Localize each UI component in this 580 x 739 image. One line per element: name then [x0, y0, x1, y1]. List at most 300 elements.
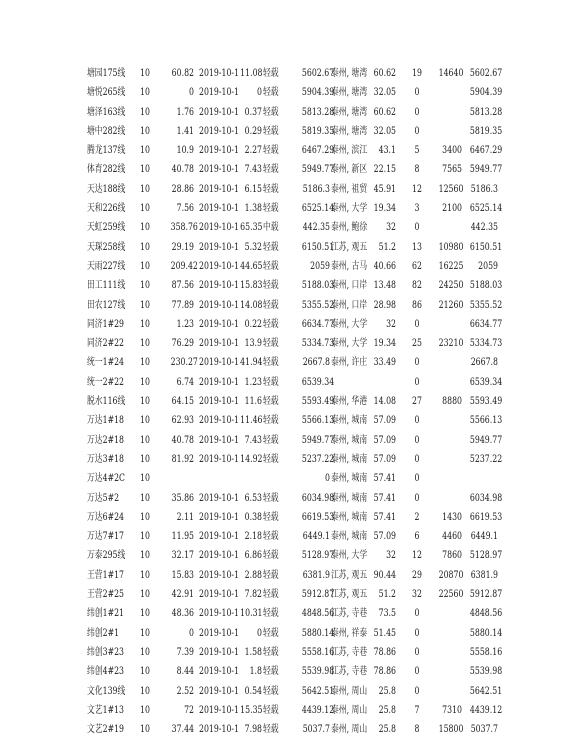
load-rate-cell: 41.94 — [240, 357, 263, 369]
load-rate-cell: 7.43 — [244, 164, 262, 176]
load-rate-cell: 0.37 — [244, 106, 262, 118]
table-row — [0, 527, 580, 546]
voltage-cell: 10 — [140, 376, 150, 388]
count-cell: 0 — [414, 666, 420, 678]
length-cell: 43.1 — [378, 145, 396, 157]
length-cell: 73.5 — [378, 608, 396, 620]
current-cell: 76.29 — [171, 338, 194, 350]
capacity-cell: 5912.87 — [301, 589, 335, 601]
current-cell: 1.76 — [176, 106, 194, 118]
count-cell: 8 — [414, 164, 420, 176]
table-row — [0, 489, 580, 508]
voltage-cell: 10 — [140, 87, 150, 99]
voltage-cell: 10 — [140, 589, 150, 601]
location-cell: 泰州, 祖贸 — [331, 183, 368, 195]
current-cell: 358.76 — [170, 222, 198, 234]
date-cell: 2019-10-1 — [199, 627, 240, 639]
current-cell: 0 — [189, 627, 194, 639]
location-cell: 泰州, 塘湾 — [331, 106, 368, 118]
load-status-cell: 轻载 — [263, 724, 279, 736]
line-name-cell: 田工111线 — [87, 280, 126, 292]
length-cell: 57.41 — [373, 511, 396, 523]
capacity-cell: 6449.1 — [302, 531, 330, 543]
location-cell: 泰州, 新区 — [331, 164, 368, 176]
count-cell: 8 — [414, 724, 420, 736]
table-row — [0, 450, 580, 469]
total-cell: 5566.13 — [469, 415, 503, 427]
date-cell: 2019-10-1 — [199, 589, 240, 601]
load-status-cell: 轻载 — [263, 415, 279, 427]
length-cell: 32 — [386, 550, 396, 562]
user-capacity-cell: 8880 — [442, 396, 462, 408]
user-capacity-cell: 20870 — [438, 569, 464, 581]
load-rate-cell: 13.9 — [244, 338, 262, 350]
total-cell: 6619.53 — [469, 511, 503, 523]
total-cell: 6467.29 — [469, 145, 503, 157]
length-cell: 13.48 — [373, 280, 396, 292]
table-row — [0, 373, 580, 392]
count-cell: 12 — [412, 183, 422, 195]
line-name-cell: 万达1#18 — [87, 415, 125, 427]
load-rate-cell: 0.22 — [244, 318, 262, 330]
count-cell: 0 — [414, 222, 420, 234]
voltage-cell: 10 — [140, 145, 150, 157]
line-name-cell: 天达188线 — [87, 183, 126, 195]
length-cell: 57.09 — [373, 434, 396, 446]
capacity-cell: 2059 — [310, 260, 330, 272]
current-cell: 40.78 — [171, 434, 194, 446]
count-cell: 0 — [414, 492, 420, 504]
load-status-cell: 轻载 — [263, 145, 279, 157]
length-cell: 14.08 — [373, 396, 396, 408]
line-name-cell: 纬创4#23 — [87, 666, 125, 678]
table-row — [0, 701, 580, 720]
date-cell: 2019-10-1 — [199, 492, 240, 504]
location-cell: 泰州, 周山 — [331, 724, 368, 736]
load-rate-cell: 65.35 — [240, 222, 263, 234]
table-row — [0, 103, 580, 122]
current-cell: 40.78 — [171, 164, 194, 176]
line-name-cell: 万达6#24 — [87, 511, 125, 523]
date-cell: 2019-10-1 — [199, 318, 240, 330]
count-cell: 0 — [414, 608, 420, 620]
count-cell: 3 — [414, 203, 420, 215]
line-name-cell: 统一2#22 — [87, 376, 125, 388]
date-cell: 2019-10-1 — [199, 125, 240, 137]
user-capacity-cell: 14640 — [438, 68, 464, 79]
load-status-cell: 轻载 — [263, 376, 279, 388]
total-cell: 2667.8 — [470, 357, 498, 369]
location-cell: 泰州, 大学 — [331, 550, 368, 562]
count-cell: 0 — [414, 87, 420, 99]
voltage-cell: 10 — [140, 260, 150, 272]
length-cell: 57.09 — [373, 415, 396, 427]
table-row — [0, 276, 580, 295]
user-capacity-cell: 24250 — [438, 280, 464, 292]
location-cell: 泰州, 塘湾 — [331, 125, 368, 137]
date-cell: 2019-10-1 — [199, 415, 240, 427]
date-cell: 2019-10-1 — [199, 685, 240, 697]
table-row — [0, 296, 580, 315]
voltage-cell: 10 — [140, 434, 150, 446]
location-cell: 泰州, 周山 — [331, 685, 368, 697]
count-cell: 0 — [414, 453, 420, 465]
total-cell: 4439.12 — [469, 704, 503, 716]
location-cell: 泰州, 古马 — [331, 260, 368, 272]
total-cell: 6539.34 — [469, 376, 503, 388]
voltage-cell: 10 — [140, 685, 150, 697]
user-capacity-cell: 7310 — [442, 704, 462, 716]
table-row — [0, 624, 580, 643]
count-cell: 13 — [412, 241, 422, 253]
voltage-cell: 10 — [140, 666, 150, 678]
count-cell: 0 — [414, 106, 420, 118]
count-cell: 29 — [412, 569, 422, 581]
table-row — [0, 334, 580, 353]
capacity-cell: 5949.77 — [301, 164, 335, 176]
total-cell: 6525.14 — [469, 203, 503, 215]
date-cell: 2019-10-1 — [199, 531, 240, 543]
load-rate-cell: 11.08 — [240, 68, 263, 79]
current-cell: 7.39 — [176, 646, 194, 658]
table-row — [0, 315, 580, 334]
capacity-cell: 5819.35 — [301, 125, 335, 137]
voltage-cell: 10 — [140, 473, 150, 485]
capacity-cell: 6634.77 — [301, 318, 335, 330]
total-cell: 4848.56 — [469, 608, 503, 620]
location-cell: 泰州, 城南 — [331, 492, 368, 504]
current-cell: 32.17 — [171, 550, 194, 562]
total-cell: 5188.03 — [469, 280, 503, 292]
length-cell: 57.41 — [373, 473, 396, 485]
length-cell: 32.05 — [373, 125, 396, 137]
load-rate-cell: 0.29 — [244, 125, 262, 137]
voltage-cell: 10 — [140, 125, 150, 137]
table-row — [0, 218, 580, 237]
total-cell: 5037.7 — [470, 724, 498, 736]
line-name-cell: 塘泽163线 — [87, 106, 126, 118]
total-cell: 442.35 — [470, 222, 498, 234]
current-cell: 8.44 — [176, 666, 194, 678]
count-cell: 0 — [414, 646, 420, 658]
load-rate-cell: 7.98 — [244, 724, 262, 736]
current-cell: 62.93 — [171, 415, 194, 427]
user-capacity-cell: 12560 — [438, 183, 464, 195]
date-cell: 2019-10-1 — [199, 396, 240, 408]
capacity-cell: 5037.7 — [302, 724, 330, 736]
line-name-cell: 万达3#18 — [87, 453, 125, 465]
line-name-cell: 天虹259线 — [87, 222, 126, 234]
voltage-cell: 10 — [140, 299, 150, 311]
load-status-cell: 轻载 — [263, 589, 279, 601]
load-status-cell: 轻载 — [263, 511, 279, 523]
load-status-cell: 轻载 — [263, 299, 279, 311]
voltage-cell: 10 — [140, 608, 150, 620]
length-cell: 28.98 — [373, 299, 396, 311]
length-cell: 40.66 — [373, 260, 396, 272]
current-cell: 42.91 — [171, 589, 194, 601]
load-rate-cell: 15.35 — [240, 704, 263, 716]
capacity-cell: 5949.77 — [301, 434, 335, 446]
load-rate-cell: 6.15 — [244, 183, 262, 195]
date-cell: 2019-10-1 — [199, 241, 240, 253]
location-cell: 泰州, 口岸 — [331, 280, 368, 292]
date-cell: 2019-10-1 — [199, 646, 240, 658]
current-cell: 2.52 — [176, 685, 194, 697]
date-cell: 2019-10-1 — [199, 260, 240, 272]
table-row — [0, 392, 580, 411]
capacity-cell: 5188.03 — [301, 280, 335, 292]
line-name-cell: 万达2#18 — [87, 434, 125, 446]
voltage-cell: 10 — [140, 357, 150, 369]
capacity-cell: 5813.28 — [301, 106, 335, 118]
line-name-cell: 同济2#22 — [87, 338, 125, 350]
count-cell: 2 — [414, 511, 420, 523]
load-rate-cell: 0.54 — [244, 685, 262, 697]
line-name-cell: 脱水116线 — [87, 396, 126, 408]
date-cell: 2019-10-1 — [199, 569, 240, 581]
current-cell: 6.74 — [176, 376, 194, 388]
current-cell: 72 — [184, 704, 194, 716]
load-status-cell: 轻载 — [263, 666, 279, 678]
length-cell: 60.62 — [373, 106, 396, 118]
current-cell: 230.27 — [170, 357, 198, 369]
count-cell: 5 — [414, 145, 420, 157]
line-name-cell: 纬创3#23 — [87, 646, 125, 658]
table-row — [0, 682, 580, 701]
line-name-cell: 塘园175线 — [87, 68, 126, 79]
date-cell: 2019-10-1 — [199, 704, 240, 716]
voltage-cell: 10 — [140, 338, 150, 350]
current-cell: 81.92 — [171, 453, 194, 465]
capacity-cell: 5904.39 — [301, 87, 335, 99]
total-cell: 6634.77 — [469, 318, 503, 330]
location-cell: 泰州, 许庄 — [331, 357, 368, 369]
capacity-cell: 4848.56 — [301, 608, 335, 620]
length-cell: 57.09 — [373, 453, 396, 465]
table-row — [0, 411, 580, 430]
location-cell: 泰州, 周山 — [331, 704, 368, 716]
load-rate-cell: 1.23 — [244, 376, 262, 388]
length-cell: 25.8 — [378, 685, 396, 697]
length-cell: 33.49 — [373, 357, 396, 369]
length-cell: 19.34 — [373, 338, 396, 350]
user-capacity-cell: 1430 — [442, 511, 462, 523]
count-cell: 0 — [414, 685, 420, 697]
length-cell: 78.86 — [373, 646, 396, 658]
location-cell: 泰州, 塘湾 — [331, 87, 368, 99]
count-cell: 7 — [414, 704, 420, 716]
current-cell: 87.56 — [171, 280, 194, 292]
load-rate-cell: 11.46 — [240, 415, 263, 427]
table-row — [0, 64, 580, 83]
capacity-cell: 442.35 — [302, 222, 330, 234]
total-cell: 5642.51 — [469, 685, 503, 697]
date-cell: 2019-10-1 — [199, 453, 240, 465]
length-cell: 57.41 — [373, 492, 396, 504]
count-cell: 6 — [414, 531, 420, 543]
user-capacity-cell: 15800 — [438, 724, 464, 736]
load-rate-cell: 0.38 — [244, 511, 262, 523]
load-status-cell: 轻载 — [263, 646, 279, 658]
count-cell: 86 — [412, 299, 422, 311]
date-cell: 2019-10-1 — [199, 666, 240, 678]
date-cell: 2019-10-1 — [199, 280, 240, 292]
load-rate-cell: 7.43 — [244, 434, 262, 446]
total-cell: 6449.1 — [470, 531, 498, 543]
date-cell: 2019-10-1 — [199, 164, 240, 176]
user-capacity-cell: 7565 — [442, 164, 462, 176]
capacity-cell: 5128.97 — [301, 550, 335, 562]
current-cell: 29.19 — [171, 241, 194, 253]
capacity-cell: 5186.3 — [302, 183, 330, 195]
total-cell: 5539.98 — [469, 666, 503, 678]
table-row — [0, 431, 580, 450]
load-rate-cell: 1.58 — [244, 646, 262, 658]
length-cell: 25.8 — [378, 724, 396, 736]
line-name-cell: 万达7#17 — [87, 531, 125, 543]
date-cell: 2019-10-1 — [199, 376, 240, 388]
length-cell: 32.05 — [373, 87, 396, 99]
current-cell: 48.36 — [171, 608, 194, 620]
capacity-cell: 6539.34 — [301, 376, 335, 388]
voltage-cell: 10 — [140, 569, 150, 581]
date-cell: 2019-10-1 — [199, 183, 240, 195]
capacity-cell: 5558.16 — [301, 646, 335, 658]
capacity-cell: 5566.13 — [301, 415, 335, 427]
line-name-cell: 万达5#2 — [87, 492, 120, 504]
date-cell: 2019-10-1 — [199, 608, 240, 620]
count-cell: 0 — [414, 125, 420, 137]
location-cell: 泰州, 大学 — [331, 203, 368, 215]
length-cell: 32 — [386, 318, 396, 330]
count-cell: 32 — [412, 589, 422, 601]
table-row — [0, 469, 580, 488]
location-cell: 江苏, 观五 — [331, 241, 368, 253]
location-cell: 泰州, 城南 — [331, 511, 368, 523]
date-cell: 2019-10-1 — [199, 357, 240, 369]
load-status-cell: 轻载 — [263, 608, 279, 620]
location-cell: 江苏, 寺巷 — [331, 666, 368, 678]
table-row — [0, 546, 580, 565]
voltage-cell: 10 — [140, 106, 150, 118]
length-cell: 22.15 — [373, 164, 396, 176]
load-status-cell: 轻载 — [263, 531, 279, 543]
length-cell: 45.91 — [373, 183, 396, 195]
user-capacity-cell: 7860 — [442, 550, 462, 562]
capacity-cell: 6467.29 — [301, 145, 335, 157]
current-cell: 1.41 — [176, 125, 194, 137]
total-cell: 2059 — [478, 260, 498, 272]
line-name-cell: 王营1#17 — [87, 569, 125, 581]
date-cell: 2019-10-1 — [199, 145, 240, 157]
table-row — [0, 141, 580, 160]
load-rate-cell: 10.31 — [240, 608, 263, 620]
table-row — [0, 257, 580, 276]
date-cell: 2019-10-1 — [199, 434, 240, 446]
line-name-cell: 塘中282线 — [87, 125, 126, 137]
location-cell: 泰州, 大学 — [331, 338, 368, 350]
total-cell: 5128.97 — [469, 550, 503, 562]
current-cell: 7.56 — [176, 203, 194, 215]
line-name-cell: 王营2#25 — [87, 589, 125, 601]
load-status-cell: 轻载 — [263, 164, 279, 176]
capacity-cell: 5602.67 — [301, 68, 335, 79]
current-cell: 2.11 — [176, 511, 194, 523]
load-rate-cell: 6.53 — [244, 492, 262, 504]
location-cell: 江苏, 寺巷 — [331, 646, 368, 658]
user-capacity-cell: 21260 — [438, 299, 464, 311]
current-cell: 15.83 — [171, 569, 194, 581]
table-row — [0, 238, 580, 257]
load-status-cell: 轻载 — [263, 396, 279, 408]
line-name-cell: 统一1#24 — [87, 357, 125, 369]
date-cell: 2019-10-1 — [199, 724, 240, 736]
load-status-cell: 轻载 — [263, 125, 279, 137]
date-cell: 2019-10-1 — [199, 222, 240, 234]
line-name-cell: 纬创1#21 — [87, 608, 125, 620]
voltage-cell: 10 — [140, 222, 150, 234]
table-row — [0, 180, 580, 199]
load-rate-cell: 7.82 — [244, 589, 262, 601]
length-cell: 78.86 — [373, 666, 396, 678]
date-cell: 2019-10-1 — [199, 338, 240, 350]
load-rate-cell: 1.38 — [244, 203, 262, 215]
load-status-cell: 轻载 — [263, 260, 279, 272]
load-rate-cell: 14.92 — [240, 453, 263, 465]
date-cell: 2019-10-1 — [199, 203, 240, 215]
count-cell: 0 — [414, 473, 420, 485]
date-cell: 2019-10-1 — [199, 106, 240, 118]
voltage-cell: 10 — [140, 704, 150, 716]
location-cell: 泰州, 城南 — [331, 415, 368, 427]
voltage-cell: 10 — [140, 241, 150, 253]
date-cell: 2019-10-1 — [199, 299, 240, 311]
table-row — [0, 353, 580, 372]
line-name-cell: 万达4#2C — [87, 473, 126, 485]
load-status-cell: 轻载 — [263, 241, 279, 253]
location-cell: 泰州, 滨江 — [331, 145, 368, 157]
current-cell: 209.42 — [170, 260, 198, 272]
location-cell: 泰州, 城南 — [331, 473, 368, 485]
capacity-cell: 6150.51 — [301, 241, 335, 253]
current-cell: 10.9 — [176, 145, 194, 157]
voltage-cell: 10 — [140, 724, 150, 736]
capacity-cell: 5237.22 — [301, 453, 335, 465]
load-rate-cell: 44.65 — [240, 260, 263, 272]
user-capacity-cell: 22560 — [438, 589, 464, 601]
total-cell: 5355.52 — [469, 299, 503, 311]
current-cell: 37.44 — [171, 724, 194, 736]
load-rate-cell: 0 — [257, 627, 262, 639]
capacity-cell: 6034.98 — [301, 492, 335, 504]
date-cell: 2019-10-1 — [199, 87, 240, 99]
voltage-cell: 10 — [140, 396, 150, 408]
load-status-cell: 轻载 — [263, 492, 279, 504]
load-rate-cell: 2.27 — [244, 145, 262, 157]
location-cell: 泰州, 祥泰 — [331, 627, 368, 639]
load-rate-cell: 2.18 — [244, 531, 262, 543]
date-cell: 2019-10-1 — [199, 511, 240, 523]
location-cell: 泰州, 大学 — [331, 318, 368, 330]
capacity-cell: 5355.52 — [301, 299, 335, 311]
load-status-cell: 轻载 — [263, 183, 279, 195]
table-row — [0, 566, 580, 585]
voltage-cell: 10 — [140, 280, 150, 292]
current-cell: 77.89 — [171, 299, 194, 311]
voltage-cell: 10 — [140, 627, 150, 639]
load-status-cell: 轻载 — [263, 434, 279, 446]
